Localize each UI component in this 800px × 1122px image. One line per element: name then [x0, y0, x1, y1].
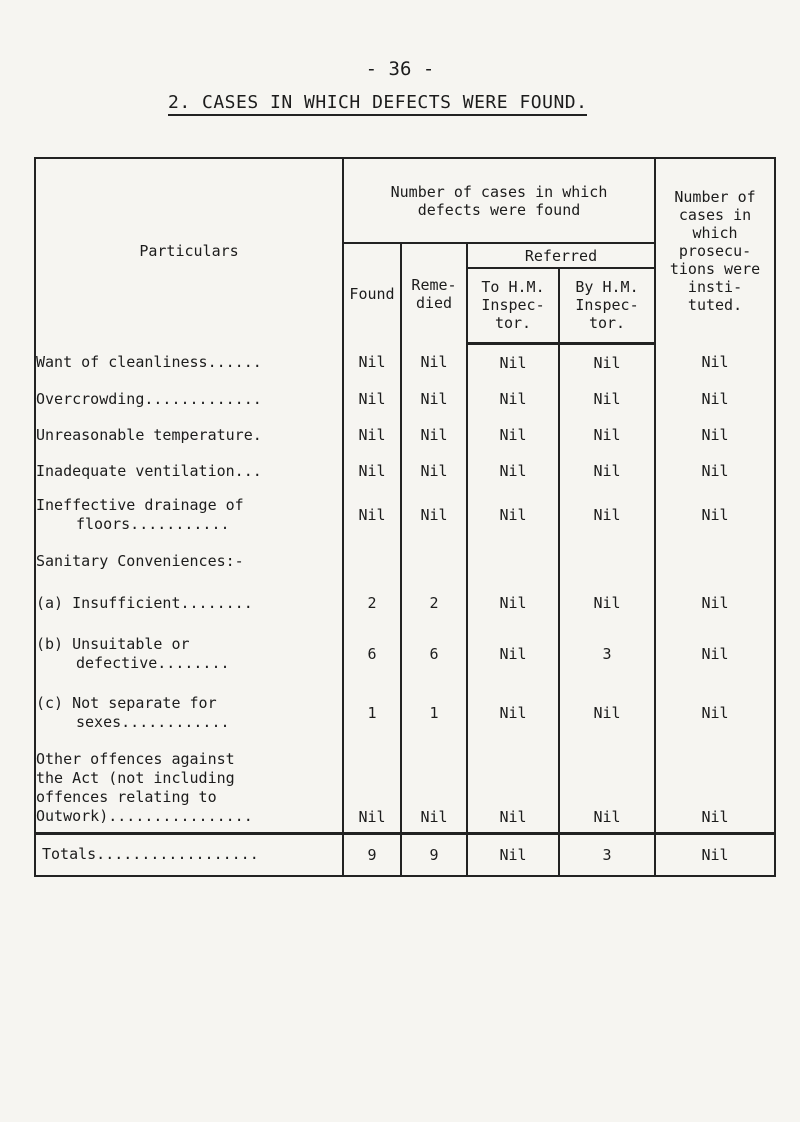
row-label: Sanitary Conveniences:- [35, 541, 343, 581]
row-label-line: Other offences against [36, 749, 235, 768]
row-label: (a) Insufficient........ [35, 581, 343, 625]
table-row [35, 381, 775, 417]
defects-table [34, 157, 776, 877]
row-label-line: defective........ [76, 654, 230, 672]
prosecutions-cell: Nil [655, 343, 775, 381]
row-label: Overcrowding............. [35, 381, 343, 417]
by-hm-cell: Nil [559, 683, 655, 743]
row-label [35, 743, 343, 833]
remedied-header: Reme- died [401, 243, 467, 343]
prosecutions-cell: Nil [655, 453, 775, 489]
by-hm-inspector-header: By H.M. Inspec- tor. [559, 268, 655, 343]
found-cell: Nil [343, 743, 401, 833]
remedied-cell: Nil [401, 453, 467, 489]
found-cell: Nil [343, 417, 401, 453]
prosecutions-header: Number of cases in which prosecu- tions were insti- tuted. [655, 158, 775, 343]
totals-row [35, 833, 775, 876]
totals-prosecutions-cell: Nil [655, 833, 775, 876]
row-label [35, 683, 343, 743]
remedied-cell: Nil [401, 381, 467, 417]
to-hm-cell: Nil [467, 417, 559, 453]
remedied-cell: 6 [401, 625, 467, 683]
remedied-cell: 2 [401, 581, 467, 625]
prosecutions-cell: Nil [655, 625, 775, 683]
particulars-header: Particulars [35, 158, 343, 343]
row-label-line: the Act (not including [36, 768, 235, 787]
row-label-line: (b) Unsuitable or [36, 635, 190, 653]
table-row [35, 453, 775, 489]
found-cell: Nil [343, 381, 401, 417]
prosecutions-cell: Nil [655, 581, 775, 625]
totals-remedied-cell: 9 [401, 833, 467, 876]
to-hm-cell: Nil [467, 581, 559, 625]
found-cell: Nil [343, 453, 401, 489]
row-label: Unreasonable temperature. [35, 417, 343, 453]
found-cell: 6 [343, 625, 401, 683]
totals-to-hm-cell: Nil [467, 833, 559, 876]
row-label [35, 625, 343, 683]
page-number: - 36 - [365, 58, 435, 80]
table-row [35, 743, 775, 833]
totals-label: Totals.................. [35, 833, 343, 876]
by-hm-cell: Nil [559, 343, 655, 381]
by-hm-cell: Nil [559, 581, 655, 625]
remedied-cell: Nil [401, 343, 467, 381]
by-hm-cell: Nil [559, 743, 655, 833]
remedied-cell: Nil [401, 417, 467, 453]
found-cell: 2 [343, 581, 401, 625]
referred-header: Referred [467, 243, 655, 268]
totals-by-hm-cell: 3 [559, 833, 655, 876]
prosecutions-cell: Nil [655, 489, 775, 541]
row-label-line: Ineffective drainage of [36, 496, 244, 514]
table-row [35, 343, 775, 381]
prosecutions-cell: Nil [655, 381, 775, 417]
by-hm-cell: Nil [559, 489, 655, 541]
section-title: 2. CASES IN WHICH DEFECTS WERE FOUND. [168, 92, 587, 116]
table-row [35, 417, 775, 453]
to-hm-cell: Nil [467, 683, 559, 743]
found-cell: Nil [343, 343, 401, 381]
to-hm-cell: Nil [467, 489, 559, 541]
to-hm-cell: Nil [467, 381, 559, 417]
prosecutions-cell: Nil [655, 417, 775, 453]
cases-found-group-header: Number of cases in which defects were found [343, 158, 655, 243]
row-label-line: (c) Not separate for [36, 694, 217, 712]
by-hm-cell: Nil [559, 453, 655, 489]
row-label [35, 489, 343, 541]
by-hm-cell: Nil [559, 381, 655, 417]
row-label-line: offences relating to [36, 787, 217, 806]
row-label-line: sexes............ [76, 713, 230, 731]
by-hm-cell: 3 [559, 625, 655, 683]
to-hm-inspector-header: To H.M. Inspec- tor. [467, 268, 559, 343]
table-row [35, 489, 775, 541]
totals-found-cell: 9 [343, 833, 401, 876]
remedied-cell: Nil [401, 743, 467, 833]
found-cell: Nil [343, 489, 401, 541]
to-hm-cell: Nil [467, 343, 559, 381]
found-cell: 1 [343, 683, 401, 743]
remedied-cell: Nil [401, 489, 467, 541]
row-label: Inadequate ventilation... [35, 453, 343, 489]
to-hm-cell: Nil [467, 743, 559, 833]
table-row [35, 581, 775, 625]
table-row [35, 541, 775, 581]
table-row [35, 625, 775, 683]
found-header: Found [343, 243, 401, 343]
table-row [35, 683, 775, 743]
row-label-line: Outwork)................ [36, 806, 253, 825]
prosecutions-cell: Nil [655, 743, 775, 833]
to-hm-cell: Nil [467, 625, 559, 683]
prosecutions-cell: Nil [655, 683, 775, 743]
to-hm-cell: Nil [467, 453, 559, 489]
row-label-line: floors........... [76, 515, 230, 533]
row-label: Want of cleanliness...... [35, 343, 343, 381]
by-hm-cell: Nil [559, 417, 655, 453]
remedied-cell: 1 [401, 683, 467, 743]
